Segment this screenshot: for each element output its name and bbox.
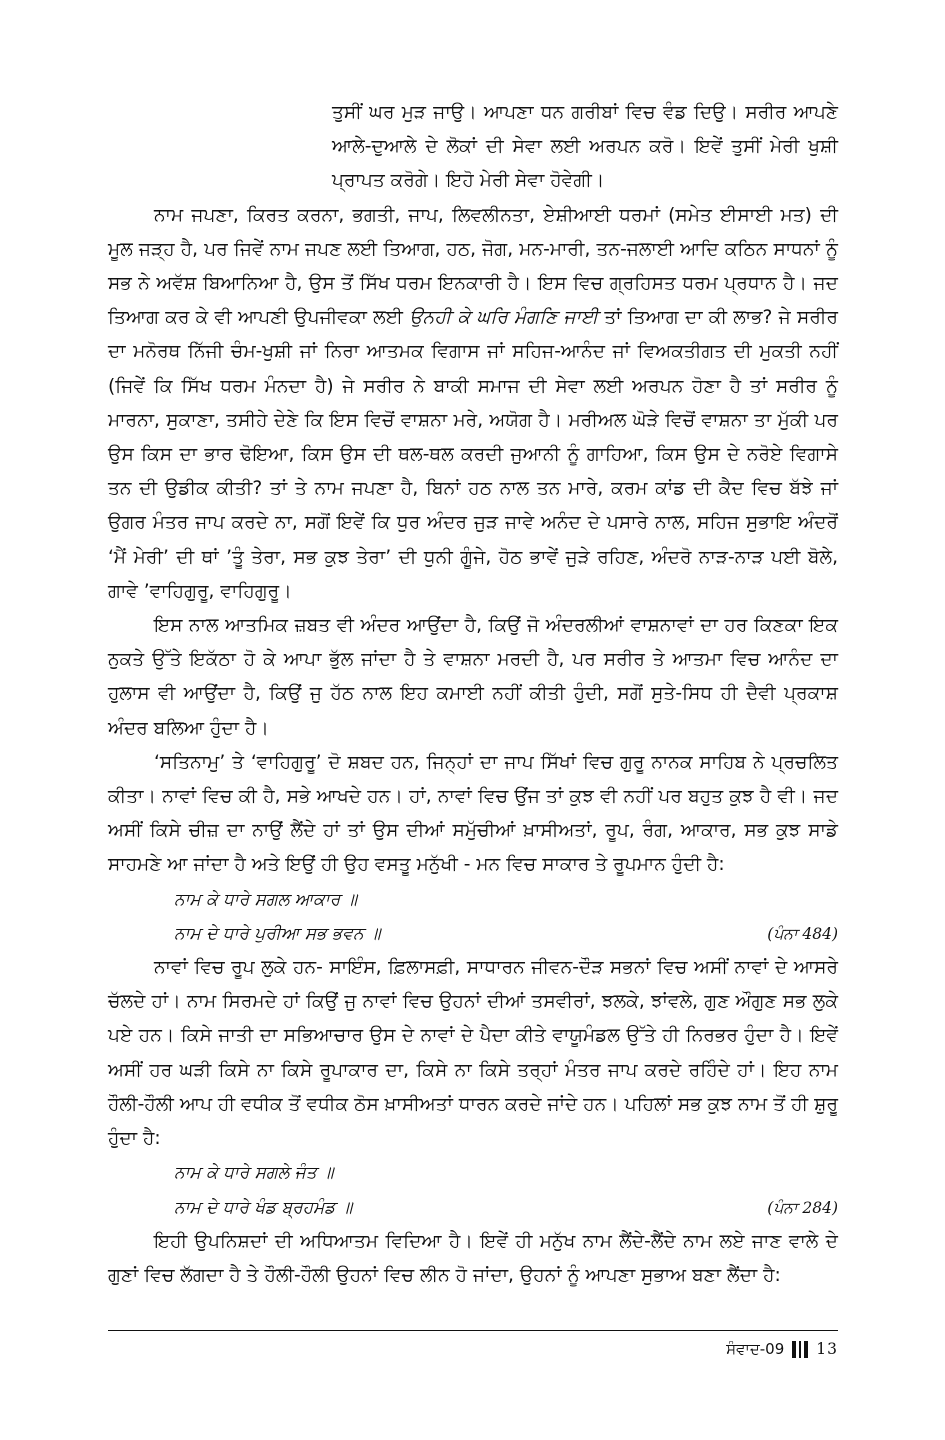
paragraph-text: ਤਾਂ ਤਿਆਗ ਦਾ ਕੀ ਲਾਭ? ਜੇ ਸਰੀਰ ਦਾ ਮਨੋਰਥ ਨਿੱਜੀ ਚੰਮ-ਖੁਸ਼ੀ ਜਾਂ ਨਿਰਾ ਆਤਮਕ ਵਿਗਾਸ ਜਾਂ ਸਹਿਜ-ਆਨੰਦ ਜਾਂ ਵਿਅਕਤੀਗਤ ਦੀ ਮੁਕਤੀ ਨਹੀਂ (ਜਿਵੇਂ ਕਿ ਸਿੱਖ ਧਰਮ ਮੰਨਦਾ ਹੈ) ਜੇ ਸਰੀਰ ਨੇ ਬਾਕੀ ਸਮਾਜ ਦੀ ਸੇਵਾ ਲਈ ਅਰਪਨ ਹੋਣਾ ਹੈ ਤਾਂ ਸਰੀਰ ਨੂੰ ਮਾਰਨਾ, ਸੁਕਾਣਾ, ਤਸੀਹੇ ਦੇਣੇ ਕਿ ਇਸ ਵਿਚੋਂ ਵਾਸ਼ਨਾ ਮਰੇ, ਅਯੋਗ ਹੈ। ਮਰੀਅਲ ਘੋੜੇ ਵਿਚੋਂ ਵਾਸ਼ਨਾ ਤਾ ਮੁੱਕੀ ਪਰ ਉਸ ਕਿਸ ਦਾ ਭਾਰ ਢੋਇਆ, ਕਿਸ ਉਸ ਦੀ ਥਲ-ਥਲ ਕਰਦੀ ਜੁਆਨੀ ਨੂੰ ਗਾਹਿਆ, ਕਿਸ ਉਸ ਦੇ ਨਰੋਏ ਵਿਗਾਸੇ ਤਨ ਦੀ ਉਡੀਕ ਕੀਤੀ? ਤਾਂ ਤੇ ਨਾਮ ਜਪਣਾ ਹੈ, ਬਿਨਾਂ ਹਠ ਨਾਲ ਤਨ ਮਾਰੇ, ਕਰਮ ਕਾਂਡ ਦੀ ਕੈਦ ਵਿਚ ਬੱਝੇ ਜਾਂ ਉਗਰ ਮੰਤਰ ਜਾਪ ਕਰਦੇ ਨਾ, ਸਗੋਂ ਇਵੇਂ ਕਿ ਧੁਰ ਅੰਦਰ ਜੁੜ ਜਾਵੇ ਅਨੰਦ ਦੇ ਪਸਾਰੇ ਨਾਲ, ਸਹਿਜ ਸੁਭਾਇ ਅੰਦਰੋਂ ‘ਮੈਂ ਮੇਰੀ’ ਦੀ ਥਾਂ ’ਤੂੰ ਤੇਰਾ, ਸਭ ਕੁਝ ਤੇਰਾ’ ਦੀ ਧੁਨੀ ਗੂੰਜੇ, ਹੋਠ ਭਾਵੇਂ ਜੁੜੇ ਰਹਿਣ, ਅੰਦਰੋ ਨਾੜ-ਨਾੜ ਪਈ ਬੋਲੇ, ਗਾਵੇ ’ਵਾਹਿਗੁਰੂ, ਵਾਹਿਗੁਰੂ। bbox=[108, 307, 839, 602]
paragraph-text: ਨਾਮ ਜਪਣਾ, ਕਿਰਤ ਕਰਨਾ, ਭਗਤੀ, ਜਾਪ, ਲਿਵਲੀਨਤਾ, ਏਸ਼ੀਆਈ ਧਰਮਾਂ (ਸਮੇਤ ਈਸਾਈ ਮਤ) ਦੀ ਮੂਲ ਜੜ੍ਹ ਹੈ, ਪਰ ਜਿਵੇਂ ਨਾਮ ਜਪਣ ਲਈ ਤਿਆਗ, ਹਠ, ਜੋਗ, ਮਨ-ਮਾਰੀ, ਤਨ-ਜਲਾਈ ਆਦਿ ਕਠਿਨ ਸਾਧਨਾਂ ਨੂੰ ਸਭ ਨੇ ਅਵੱਸ਼ ਬਿਆਨਿਆ ਹੈ, ਉਸ ਤੋਂ ਸਿੱਖ ਧਰਮ ਇਨਕਾਰੀ ਹੈ। ਇਸ ਵਿਚ ਗ੍ਰਹਿਸਤ ਧਰਮ ਪ੍ਰਧਾਨ ਹੈ। ਜਦ ਤਿਆਗ ਕਰ ਕੇ ਵੀ ਆਪਣੀ ਉਪਜੀਵਕਾ ਲਈ bbox=[108, 204, 838, 329]
divider-bars-icon bbox=[792, 1341, 808, 1358]
page-reference: (ਪੰਨਾ 484) bbox=[767, 924, 838, 943]
verse-block bbox=[108, 883, 838, 951]
verse-line: ਨਾਮ ਦੇ ਧਾਰੇ ਖੰਡ ਬ੍ਰਹਮੰਡ ॥ (ਪੰਨਾ 284) bbox=[108, 1191, 838, 1225]
page-footer bbox=[726, 1340, 838, 1358]
page-number: 13 bbox=[816, 1340, 838, 1358]
body-paragraph: ਨਾਵਾਂ ਵਿਚ ਰੂਪ ਲੁਕੇ ਹਨ- ਸਾਇੰਸ, ਫ਼ਿਲਾਸਫ਼ੀ, ਸਾਧਾਰਨ ਜੀਵਨ-ਦੌੜ ਸਭਨਾਂ ਵਿਚ ਅਸੀਂ ਨਾਵਾਂ ਦੇ ਆਸਰੇ ਚੱਲਦੇ ਹਾਂ। ਨਾਮ ਸਿਰਮਦੇ ਹਾਂ ਕਿਉਂ ਜੁ ਨਾਵਾਂ ਵਿਚ ਉਹਨਾਂ ਦੀਆਂ ਤਸਵੀਰਾਂ, ਝਲਕੇ, ਝਾਂਵਲੇ, ਗੁਣ ਔਗੁਣ ਸਭ ਲੁਕੇ ਪਏ ਹਨ। ਕਿਸੇ ਜਾਤੀ ਦਾ ਸਭਿਆਚਾਰ ਉਸ ਦੇ ਨਾਵਾਂ ਦੇ ਪੈਦਾ ਕੀਤੇ ਵਾਯੂਮੰਡਲ ਉੱਤੇ ਹੀ ਨਿਰਭਰ ਹੁੰਦਾ ਹੈ। ਇਵੇਂ ਅਸੀਂ ਹਰ ਘੜੀ ਕਿਸੇ ਨਾ ਕਿਸੇ ਰੂਪਾਕਾਰ ਦਾ, ਕਿਸੇ ਨਾ ਕਿਸੇ ਤਰ੍ਹਾਂ ਮੰਤਰ ਜਾਪ ਕਰਦੇ ਰਹਿੰਦੇ ਹਾਂ। ਇਹ ਨਾਮ ਹੌਲੀ-ਹੌਲੀ ਆਪ ਹੀ ਵਧੀਕ ਤੋਂ ਵਧੀਕ ਠੋਸ ਖ਼ਾਸੀਅਤਾਂ ਧਾਰਨ ਕਰਦੇ ਜਾਂਦੇ ਹਨ। ਪਹਿਲਾਂ ਸਭ ਕੁਝ ਨਾਮ ਤੋਂ ਹੀ ਸ਼ੁਰੂ ਹੁੰਦਾ ਹੈ: bbox=[108, 957, 838, 1150]
body-paragraph: ਇਸ ਨਾਲ ਆਤਮਿਕ ਜ਼ਬਤ ਵੀ ਅੰਦਰ ਆਉਂਦਾ ਹੈ, ਕਿਉਂ ਜੋ ਅੰਦਰਲੀਆਂ ਵਾਸ਼ਨਾਵਾਂ ਦਾ ਹਰ ਕਿਣਕਾ ਇਕ ਨੁਕਤੇ ਉੱਤੇ ਇਕੱਠਾ ਹੋ ਕੇ ਆਪਾ ਭੁੱਲ ਜਾਂਦਾ ਹੈ ਤੇ ਵਾਸ਼ਨਾ ਮਰਦੀ ਹੈ, ਪਰ ਸਰੀਰ ਤੇ ਆਤਮਾ ਵਿਚ ਆਨੰਦ ਦਾ ਹੁਲਾਸ ਵੀ ਆਉਂਦਾ ਹੈ, ਕਿਉਂ ਜੁ ਹੱਠ ਨਾਲ ਇਹ ਕਮਾਈ ਨਹੀਂ ਕੀਤੀ ਹੁੰਦੀ, ਸਗੋਂ ਸੁਤੇ-ਸਿਧ ਹੀ ਦੈਵੀ ਪ੍ਰਕਾਸ਼ ਅੰਦਰ ਬਲਿਆ ਹੁੰਦਾ ਹੈ। bbox=[108, 615, 839, 739]
verse-line: ਨਾਮ ਕੇ ਧਾਰੇ ਸਗਲ ਆਕਾਰ ॥ bbox=[174, 889, 357, 910]
page-body bbox=[108, 96, 838, 1293]
footer-rule bbox=[108, 1330, 838, 1331]
quoted-paragraph: ਤੁਸੀਂ ਘਰ ਮੁੜ ਜਾਉ। ਆਪਣਾ ਧਨ ਗਰੀਬਾਂ ਵਿਚ ਵੰਡ ਦਿਉ। ਸਰੀਰ ਆਪਣੇ ਆਲੇ-ਦੁਆਲੇ ਦੇ ਲੋਕਾਂ ਦੀ ਸੇਵਾ ਲਈ ਅਰਪਨ ਕਰੋ। ਇਵੇਂ ਤੁਸੀਂ ਮੇਰੀ ਖੁਸ਼ੀ ਪ੍ਰਾਪਤ ਕਰੋਗੇ। ਇਹੋ ਮੇਰੀ ਸੇਵਾ ਹੋਵੇਗੀ। bbox=[332, 102, 838, 192]
body-paragraph: ‘ਸਤਿਨਾਮੁ’ ਤੇ ‘ਵਾਹਿਗੁਰੂ’ ਦੋ ਸ਼ਬਦ ਹਨ, ਜਿਨ੍ਹਾਂ ਦਾ ਜਾਪ ਸਿੱਖਾਂ ਵਿਚ ਗੁਰੂ ਨਾਨਕ ਸਾਹਿਬ ਨੇ ਪ੍ਰਚਲਿਤ ਕੀਤਾ। ਨਾਵਾਂ ਵਿਚ ਕੀ ਹੈ, ਸਭੇ ਆਖਦੇ ਹਨ। ਹਾਂ, ਨਾਵਾਂ ਵਿਚ ਉਂਜ ਤਾਂ ਕੁਝ ਵੀ ਨਹੀਂ ਪਰ ਬਹੁਤ ਕੁਝ ਹੈ ਵੀ। ਜਦ ਅਸੀਂ ਕਿਸੇ ਚੀਜ਼ ਦਾ ਨਾਉਂ ਲੈਂਦੇ ਹਾਂ ਤਾਂ ਉਸ ਦੀਆਂ ਸਮੁੱਚੀਆਂ ਖ਼ਾਸੀਅਤਾਂ, ਰੂਪ, ਰੰਗ, ਆਕਾਰ, ਸਭ ਕੁਝ ਸਾਡੇ ਸਾਹਮਣੇ ਆ ਜਾਂਦਾ ਹੈ ਅਤੇ ਇਉਂ ਹੀ ਉਹ ਵਸਤੂ ਮਨੁੱਖੀ - ਮਨ ਵਿਚ ਸਾਕਾਰ ਤੇ ਰੂਪਮਾਨ ਹੁੰਦੀ ਹੈ: bbox=[108, 751, 838, 876]
body-paragraph bbox=[108, 199, 838, 609]
italic-quote: ਉਨਹੀ ਕੇ ਘਰਿ ਮੰਗਣਿ ਜਾਈ bbox=[409, 307, 599, 329]
publication-title: ਸੰਵਾਦ-09 bbox=[726, 1340, 785, 1358]
verse-block bbox=[108, 1156, 838, 1224]
verse-line: ਨਾਮ ਕੇ ਧਾਰੇ ਸਗਲੇ ਜੰਤ ॥ bbox=[174, 1163, 334, 1184]
verse-line: ਨਾਮ ਦੇ ਧਾਰੇ ਪੁਰੀਆ ਸਭ ਭਵਨ ॥ (ਪੰਨਾ 484) bbox=[108, 917, 838, 951]
page-reference: (ਪੰਨਾ 284) bbox=[767, 1198, 838, 1217]
body-paragraph: ਇਹੀ ਉਪਨਿਸ਼ਦਾਂ ਦੀ ਅਧਿਆਤਮ ਵਿਦਿਆ ਹੈ। ਇਵੇਂ ਹੀ ਮਨੁੱਖ ਨਾਮ ਲੈਂਦੇ-ਲੈਂਦੇ ਨਾਮ ਲਏ ਜਾਣ ਵਾਲੇ ਦੇ ਗੁਣਾਂ ਵਿਚ ਲੱਗਦਾ ਹੈ ਤੇ ਹੌਲੀ-ਹੌਲੀ ਉਹਨਾਂ ਵਿਚ ਲੀਨ ਹੋ ਜਾਂਦਾ, ਉਹਨਾਂ ਨੂੰ ਆਪਣਾ ਸੁਭਾਅ ਬਣਾ ਲੈਂਦਾ ਹੈ: bbox=[108, 1230, 838, 1286]
